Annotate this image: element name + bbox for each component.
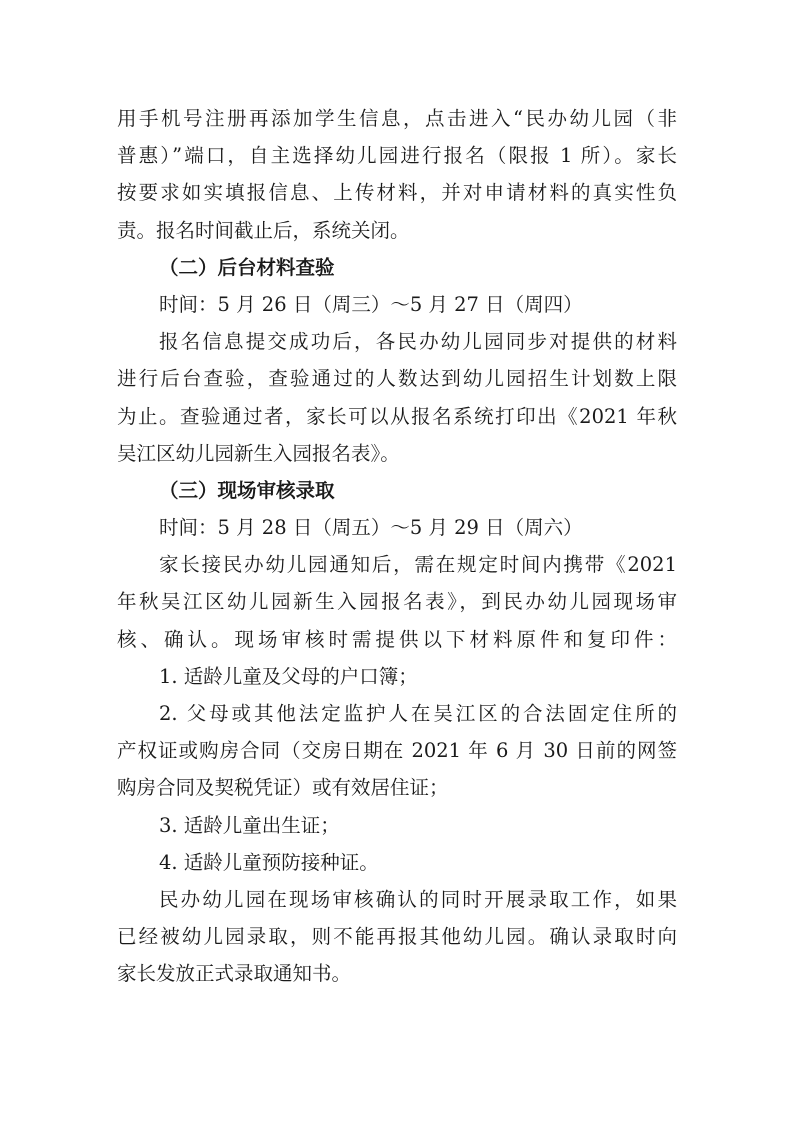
text-line: 已经被幼儿园录取，则不能再报其他幼儿园。确认录取时向 bbox=[117, 925, 677, 949]
text-line: 用手机号注册再添加学生信息，点击进入“民办幼儿园（非 bbox=[117, 107, 677, 130]
text-line: 家长发放正式录取通知书。 bbox=[117, 962, 352, 986]
document-page bbox=[117, 100, 677, 993]
text-line: 家长接民办幼儿园通知后，需在规定时间内携带《2021 bbox=[159, 553, 677, 577]
section-heading-onsite-review: （三）现场审核录取 bbox=[159, 478, 335, 502]
text-line: 普惠）”端口，自主选择幼儿园进行报名（限报 1 所）。家长 bbox=[117, 144, 677, 168]
list-item-property-proof bbox=[117, 695, 677, 807]
text-line: 产权证或购房合同（交房日期在 2021 年 6 月 30 日前的网签 bbox=[117, 739, 677, 763]
paragraph-admission bbox=[117, 881, 677, 993]
list-item-vaccination-certificate: 4. 适龄儿童预防接种证。 bbox=[159, 850, 379, 874]
text-line: 2. 父母或其他法定监护人在吴江区的合法固定住所的 bbox=[159, 702, 677, 725]
text-line: 报名信息提交成功后，各民办幼儿园同步对提供的材料 bbox=[159, 330, 677, 354]
text-line: 吴江区幼儿园新生入园报名表》。 bbox=[117, 441, 400, 465]
paragraph-backend-check bbox=[117, 323, 677, 472]
text-line: 年秋吴江区幼儿园新生入园报名表》，到民办幼儿园现场审 bbox=[117, 590, 677, 614]
text-line: 为止。查验通过者，家长可以从报名系统打印出《2021 年秋 bbox=[117, 404, 677, 428]
section-time-onsite-review: 时间：5 月 28 日（周五）～5 月 29 日（周六） bbox=[159, 516, 583, 540]
text-line: 按要求如实填报信息、上传材料，并对申请材料的真实性负 bbox=[117, 181, 677, 205]
text-line: 购房合同及契税凭证）或有效居住证； bbox=[117, 776, 449, 800]
paragraph-registration bbox=[117, 100, 677, 249]
section-heading-backend-check: （二）后台材料查验 bbox=[159, 255, 335, 279]
list-item-household-register: 1. 适龄儿童及父母的户口簿； bbox=[159, 664, 418, 688]
text-line: 民办幼儿园在现场审核确认的同时开展录取工作，如果 bbox=[159, 887, 677, 911]
paragraph-onsite-intro bbox=[117, 546, 677, 658]
text-line: 核、确认。现场审核时需提供以下材料原件和复印件： bbox=[117, 627, 677, 651]
section-time-backend-check: 时间：5 月 26 日（周三）～5 月 27 日（周四） bbox=[159, 292, 583, 316]
text-line: 进行后台查验，查验通过的人数达到幼儿园招生计划数上限 bbox=[117, 367, 677, 391]
list-item-birth-certificate: 3. 适龄儿童出生证； bbox=[159, 813, 340, 837]
text-line: 责。报名时间截止后，系统关闭。 bbox=[117, 218, 410, 242]
